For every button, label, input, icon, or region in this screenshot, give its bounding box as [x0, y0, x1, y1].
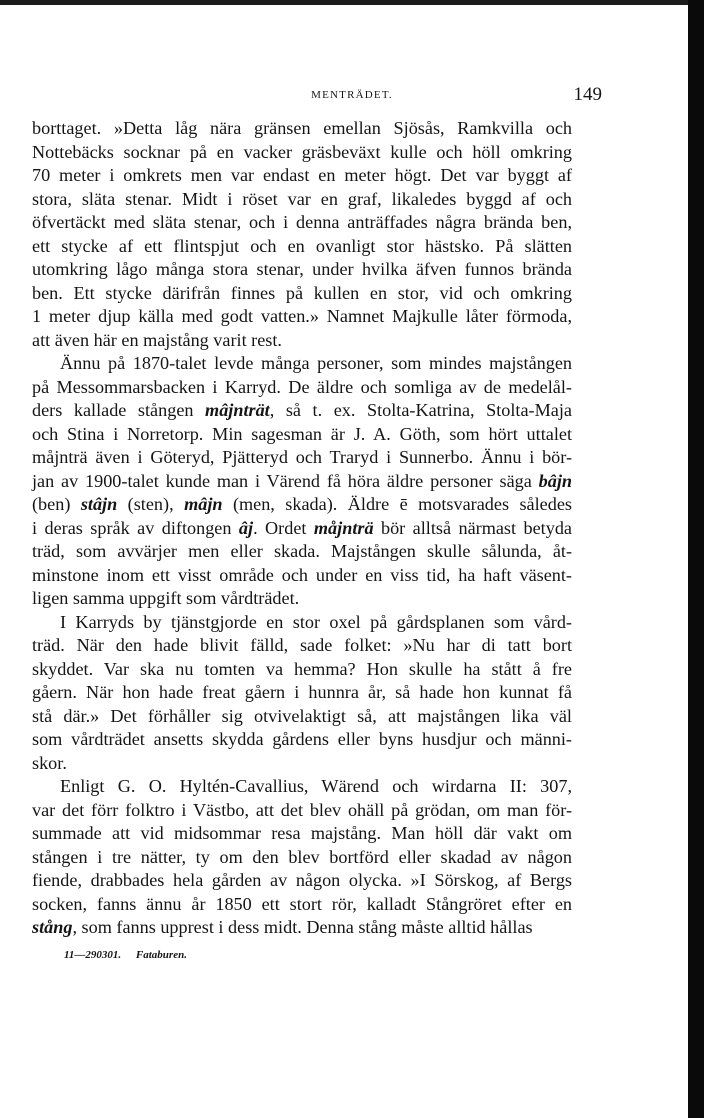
text-line: summade att vid midsommar resa majstång. Man höll där vakt om [32, 823, 572, 843]
text-line: stång, som fanns upprest i dess midt. Denna stång måste alltid hållas [32, 917, 533, 937]
text-line: och Stina i Norretorp. Min sagesman är J. A. Göth, som hört uttalet [32, 423, 572, 444]
page-footer [64, 949, 187, 961]
italic-word: âj [238, 517, 254, 538]
italic-word: måjnträ [313, 517, 374, 538]
running-head: MENTRÄDET. [311, 89, 393, 101]
text-line: ben. Ett stycke därifrån finnes på kullen en stor, vid och omkring [32, 282, 572, 303]
text-line: skor. [32, 752, 67, 773]
italic-word: mâjn [184, 494, 223, 514]
text-line: ders kallade stången mâjnträt, så t. ex. Stolta-Katrina, Stolta-Maja [32, 400, 572, 420]
text-line: stången i tre nätter, ty om den blev bortförd eller skadad av någon [32, 846, 572, 867]
text-line: socken, fanns ännu år 1850 ett stort rör, kalladt Stångröret efter en [32, 893, 572, 914]
text-line: ett stycke af ett flintspjut och en ovanligt stor hästsko. På slätten [32, 235, 572, 256]
footer-signature: 11—290301. [64, 949, 122, 961]
text-line: I Karryds by tjänstgjorde en stor oxel på gårdsplanen som vård- [60, 611, 572, 632]
text-line: Enligt G. O. Hyltén-Cavallius, Wärend och wirdarna II: 307, [60, 776, 572, 796]
text-line: Ännu på 1870-talet levde många personer, som mindes majstången [60, 353, 572, 373]
text-line: stora, släta stenar. Midt i röset var en graf, likaledes byggd af och [32, 188, 572, 209]
text-line: 1 meter djup källa med godt vatten.» Namnet Majkulle låter förmoda, [32, 306, 572, 326]
text-line: öfvertäckt med släta stenar, och i denna anträffades några brända ben, [32, 212, 572, 232]
text-line: måjnträ även i Göteryd, Pjätteryd och Traryd i Sunnerbo. Ännu i bör- [32, 447, 572, 467]
page-number: 149 [573, 84, 602, 105]
text-line: träd, som avvärjer men eller skada. Majstången skulle sålunda, åt- [32, 541, 572, 561]
text-line: (ben) stâjn (sten), mâjn (men, skada). Äldre ē motsvarades således [32, 494, 572, 514]
italic-word: mâjnträt [205, 400, 270, 420]
text-line: utomkring lågo många stora stenar, under hvilka äfven funnos brända [32, 259, 572, 279]
footer-publication: Fataburen. [135, 949, 187, 961]
text-line: som vårdträdet ansetts skydda gårdens eller byns husdjur och männi- [32, 729, 572, 749]
text-line: i deras språk av diftongen âj. Ordet måjnträ bör alltså närmast betyda [32, 517, 572, 538]
text-line: skyddet. Var ska nu tomten va hemma? Hon skulle ha stått å fre [32, 658, 572, 679]
text-line: ligen samma uppgift som vårdträdet. [32, 588, 300, 608]
text-line: borttaget. »Detta låg nära gränsen emellan Sjösås, Ramkvilla och [32, 118, 572, 138]
text-line: gåern. När hon hade freat gåern i hunnra år, så hade hon kunnat få [32, 682, 572, 702]
text-line: Nottebäcks socknar på en vacker gräsbeväxt kulle och höll omkring [32, 141, 572, 162]
italic-word: bâjn [538, 470, 572, 491]
italic-word: stâjn [80, 494, 118, 514]
page-right-edge [688, 0, 704, 1118]
text-line: på Messommarsbacken i Karryd. De äldre och somliga av de medelål- [32, 376, 572, 397]
text-line: träd. När den hade blivit fälld, sade folket: »Nu har di tatt bort [32, 635, 572, 655]
page-top-edge [0, 0, 704, 5]
page-header [32, 84, 672, 108]
italic-word: stång [32, 917, 73, 937]
text-line: minstone inom ett visst område och under en viss tid, ha haft väsent- [32, 564, 572, 585]
text-line: fiende, drabbades hela gården av någon olycka. »I Sörskog, af Bergs [32, 870, 572, 890]
text-line: 70 meter i omkrets men var endast en meter högt. Det var byggt af [32, 165, 572, 185]
text-line: att även här en majstång varit rest. [32, 329, 282, 350]
body-text [32, 117, 572, 940]
text-line: jan av 1900-talet kunde man i Värend få höra äldre personer säga bâjn [32, 470, 572, 491]
text-line: var det förr folktro i Västbo, att det blev ohäll på grödan, om man för- [32, 799, 572, 820]
text-line: stå där.» Det förhåller sig otvivelaktigt så, att majstången lika väl [32, 705, 572, 726]
